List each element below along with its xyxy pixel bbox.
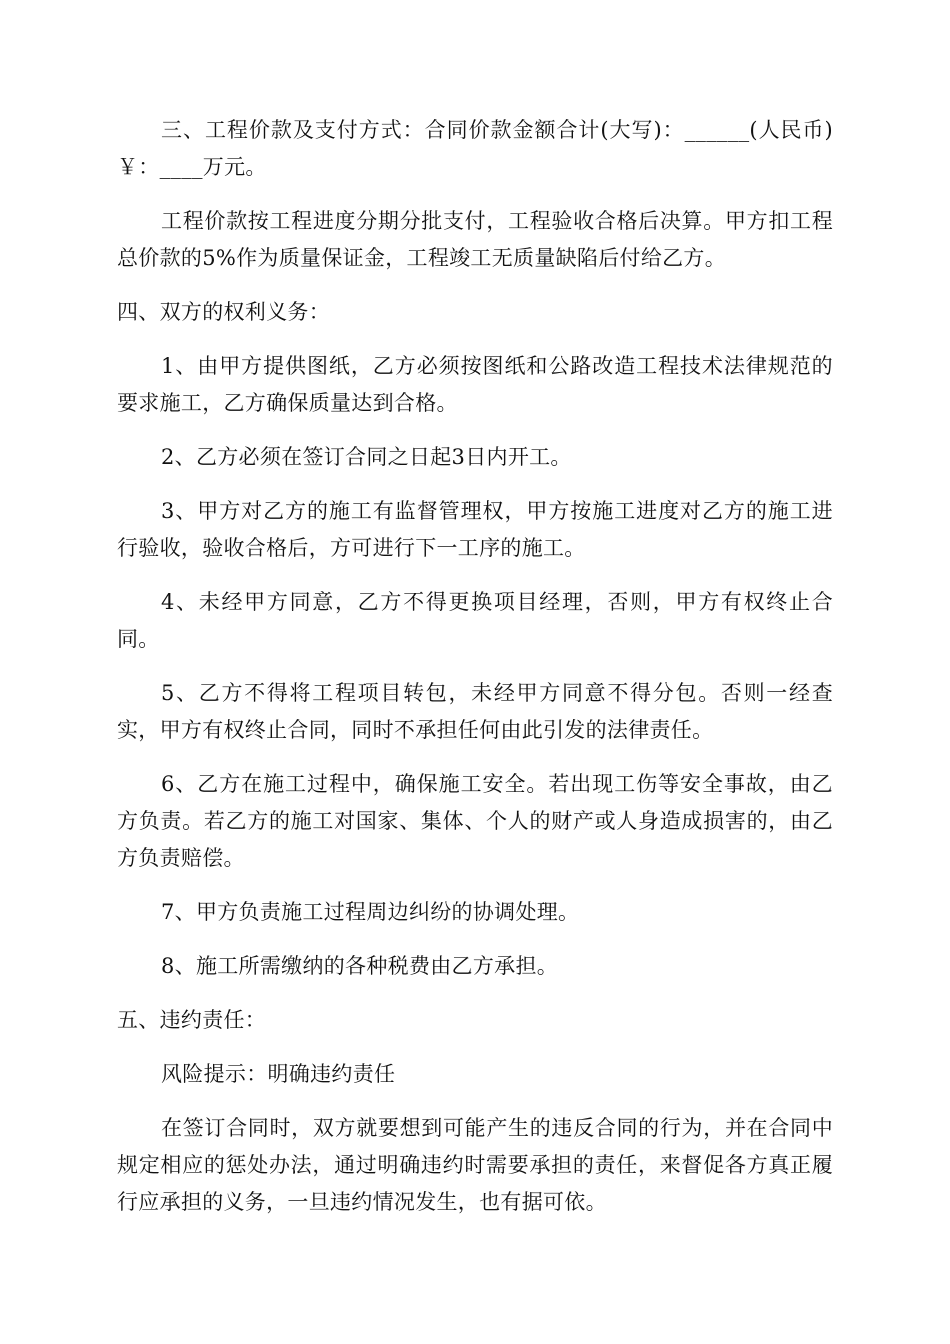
obligation-item-2: 2、乙方必须在签订合同之日起3日内开工。	[161, 445, 572, 469]
section-3-payment-heading: 三、工程价款及支付方式：合同价款金额合计(大写)：______(人民币)￥：____万元。	[117, 118, 833, 179]
obligation-item-1: 1、由甲方提供图纸，乙方必须按图纸和公路改造工程技术法律规范的要求施工，乙方确保质量达到合格。	[117, 354, 833, 415]
obligation-item-4: 4、未经甲方同意，乙方不得更换项目经理，否则，甲方有权终止合同。	[117, 590, 833, 651]
breach-explanation-paragraph: 在签订合同时，双方就要想到可能产生的违反合同的行为，并在合同中规定相应的惩处办法，通过明确违约时需要承担的责任，来督促各方真正履行应承担的义务，一旦违约情况发生，也有据可依。	[117, 1116, 833, 1214]
payment-terms-paragraph: 工程价款按工程进度分期分批支付，工程验收合格后决算。甲方扣工程总价款的5%作为质量保证金，工程竣工无质量缺陷后付给乙方。	[117, 209, 833, 270]
document-page	[117, 112, 833, 1238]
obligation-item-7: 7、甲方负责施工过程周边纠纷的协调处理。	[161, 900, 580, 924]
section-5-breach-heading: 五、违约责任：	[117, 1008, 267, 1032]
obligation-item-6: 6、乙方在施工过程中，确保施工安全。若出现工伤等安全事故，由乙方负责。若乙方的施工对国家、集体、个人的财产或人身造成损害的，由乙方负责赔偿。	[117, 772, 833, 870]
risk-tip: 风险提示：明确违约责任	[161, 1062, 396, 1086]
obligation-item-8: 8、施工所需缴纳的各种税费由乙方承担。	[161, 954, 559, 978]
obligation-item-3: 3、甲方对乙方的施工有监督管理权，甲方按施工进度对乙方的施工进行验收，验收合格后，方可进行下一工序的施工。	[117, 499, 833, 560]
obligation-item-5: 5、乙方不得将工程项目转包，未经甲方同意不得分包。否则一经查实，甲方有权终止合同，同时不承担任何由此引发的法律责任。	[117, 681, 833, 742]
section-4-rights-heading: 四、双方的权利义务：	[117, 300, 330, 324]
